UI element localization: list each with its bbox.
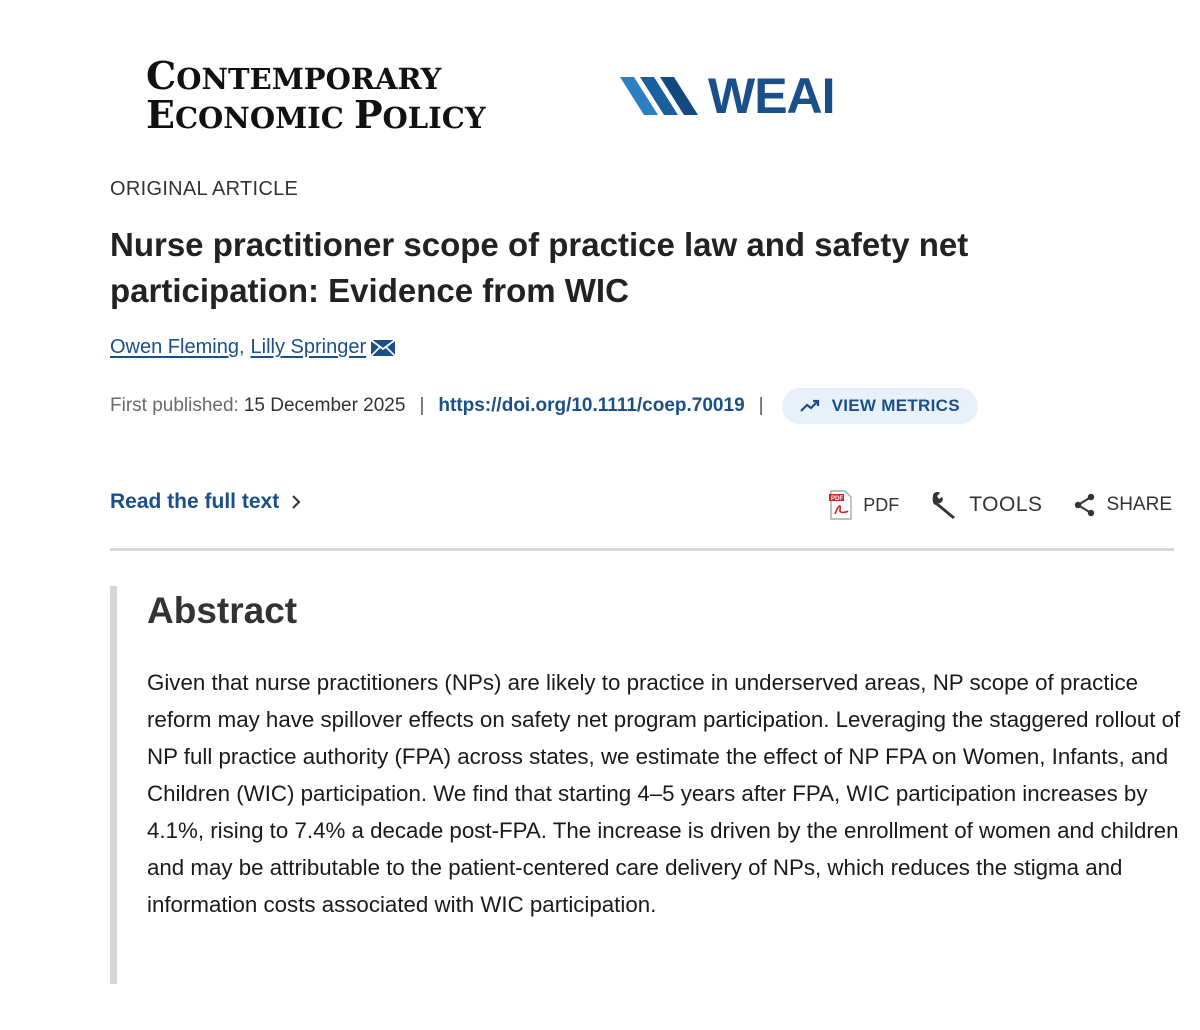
tools-label: TOOLS — [969, 493, 1043, 516]
chevron-right-icon — [291, 494, 301, 510]
pdf-icon — [829, 490, 853, 520]
author-list — [110, 336, 396, 359]
read-full-text-link[interactable] — [110, 490, 301, 514]
separator: | — [419, 395, 425, 416]
abstract-heading: Abstract — [147, 590, 298, 631]
wrench-icon — [929, 490, 959, 520]
article-type: ORIGINAL ARTICLE — [110, 178, 299, 200]
article-title: Nurse practitioner scope of practice law and safety net participation: Evidence from WIC — [110, 226, 969, 309]
first-published-label: First published: — [110, 395, 239, 416]
journal-name-line2: ECONOMIC POLICY — [146, 92, 486, 137]
read-full-text-label: Read the full text — [110, 490, 280, 513]
first-published-date: 15 December 2025 — [243, 395, 406, 416]
pdf-label: PDF — [863, 494, 900, 515]
author-separator: , — [238, 336, 245, 358]
abstract-section — [110, 586, 1187, 984]
publisher-name: WEAI — [708, 68, 835, 124]
share-icon — [1073, 493, 1097, 517]
share-button[interactable] — [1073, 493, 1172, 517]
article-tools-bar — [799, 490, 1172, 520]
tools-button[interactable] — [929, 490, 1042, 520]
separator: | — [758, 395, 764, 416]
abstract-text: Given that nurse practitioners (NPs) are likely to practice in underserved areas, NP scope of practice reform may have spillover effects on safety net program participation. Leveraging the staggered rollout of NP full practice authority (FPA) across states, we estimate the effect of NP FPA on Women, Infants, and Children (WIC) participation. We find that starting 4–5 years after FPA, WIC participation increases by 4.1%, rising to 7.4% a decade post-FPA. The increase is driven by the enrollment of women and children and may be attributable to the patient-centered care delivery of NPs, which reduces the stigma and information costs associated with WIC participation. — [147, 670, 1181, 917]
share-label: SHARE — [1106, 494, 1172, 515]
publication-info — [110, 388, 978, 424]
view-metrics-button[interactable] — [782, 388, 978, 424]
author-link-owen-fleming[interactable]: Owen Fleming — [110, 336, 239, 358]
svg-text:PDF: PDF — [831, 496, 844, 502]
journal-logo[interactable] — [146, 53, 486, 137]
author-link-lilly-springer[interactable]: Lilly Springer — [250, 336, 367, 358]
view-metrics-label: VIEW METRICS — [831, 396, 960, 415]
section-divider — [110, 548, 1174, 551]
publisher-logo[interactable] — [620, 70, 835, 122]
mail-icon[interactable] — [370, 339, 396, 357]
weai-stripes-icon — [620, 73, 704, 119]
doi-link[interactable]: https://doi.org/10.1111/coep.70019 — [438, 395, 745, 416]
pdf-button[interactable] — [829, 490, 899, 520]
journal-name-line1: CONTEMPORARY — [146, 53, 442, 98]
trending-up-icon — [800, 399, 820, 413]
